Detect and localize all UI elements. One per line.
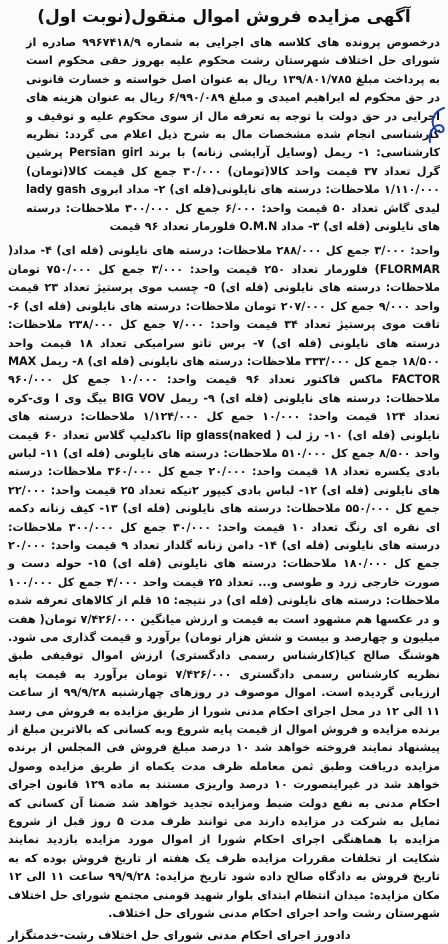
notice-signature: دادورز اجرای احکام مدنی شورای حل اختلاف رشت-خدمتگزار xyxy=(8,927,351,942)
notice-paragraph-intro: درخصوص پرونده های کلاسه های اجرایی به شماره ۹۹۶۷۴۱۸/۹ صادره از شورای حل اختلاف شهرستان رشت محکوم علیه بهروز حقی محکوم است به پرداخت مبلغ ۱۳۹/۸۰۱/۷۸۵ ریال به عنوان اصل خواسته و خسارت قانونی در حق محکوم له ابراهیم امیدی و مبلغ ۶/۹۹۰/۰۸۹ ریال به عنوان هزینه های اجرایی در حق دولت با توجه به تعرفه مال از سوی محکوم علیه و توقیف و کارشناسی انجام شده مشخصات مال به شرح ذیل اعلام می گردد: نظریه کارشناسی: ۱- ریمل (وسایل آرایشی زنانه) با برند Persian girl پرشین گرل تعداد ۳۷ قیمت واحد کالا(تومان) ۳۰/۰۰۰ جمع کل قیمت کالا(تومان) ۱/۱۱۰/۰۰۰ ملاحظات: درسته های نایلونی(فله ای) ۲- مداد ابروی lady gash لیدی گاش تعداد ۵۰ قیمت واحد: ۶/۰۰۰ جمع کل ۳۰۰/۰۰۰ ملاحظات: درسته های نایلونی (فله ای) ۳- مداد O.M.N فلورمار تعداد ۹۶ قیمت xyxy=(26,36,441,234)
notice-title: آگهی مزایده فروش اموال منقول(نوبت اول) xyxy=(37,7,411,27)
handwritten-mark-icon xyxy=(424,102,448,150)
notice-paragraph-items: واحد: ۳/۰۰۰ جمع کل ۲۸۸/۰۰۰ ملاحظات: درسته های نایلونی (فله ای) ۴- مداد( FLORMAR) فلورمار تعداد ۲۵۰ قیمت واحد: ۳/۰۰۰ جمع کل ۷۵۰/۰۰۰ تومان ملاحظات: درسته های نایلونی (فله ای) ۵- چسب موی پرستیژ تعداد ۲۳ قیمت واحد ۹/۰۰۰ جمع کل ۲۰۷/۰۰۰ تومان ملاحظات: درسته های نایلونی (فله ای) ۶- تافت موی پرستیژ تعداد ۳۴ قیمت واحد: ۷/۰۰۰ جمع کل ۲۳۸/۰۰۰ ملاحظات: درسته های نایلونی (فله ای) ۷- برس تاتو سرامیکی تعداد ۱۸ قیمت واحد ۱۸/۵۰۰ جمع کل ۳۳۳/۰۰۰ ملاحظات: درسته های نایلونی (فله ای) ۸- ریمل MAX FACTOR ماکس فاکتور تعداد ۹۶ قیمت واحد: ۱۰/۰۰۰ جمع کل ۹۶۰/۰۰۰ ملاحظات: درسته های نایلونی (فله ای) ۹- ریمل BIG VOV بیگ وی ا وی-کره تعداد ۱۲۴ قیمت واحد: ۱۰/۰۰۰ جمع کل ۱/۱۲۴/۰۰۰ ملاحظات: درسته های نایلونی (فله ای) ۱۰- رژ لب lip glass(naked ) ناکدلیپ گلاس تعداد ۶۰ قیمت واحد ۸/۵۰۰ جمع کل ۵۱۰/۰۰۰ ملاحظات: درسته های نایلونی (فله ای) ۱۱- لباس بادی یکسره تعداد ۱۸ قیمت واحد: ۲۰/۰۰۰ جمع کل ۳۶۰/۰۰۰ ملاحظات: درسته های نایلونی (فله ای) ۱۲- لباس بادی کیپور ۲تیکه تعداد ۲۵ قیمت واحد: ۲۲/۰۰۰ جمع کل ۵۵۰/۰۰۰ ملاحظات: درسته های نایلونی (فله ای) ۱۳- کیف زنانه دکمه ای نقره ای رنگ تعداد ۱۰ قیمت واحد: ۳۰/۰۰۰ جمع کل ۳۰۰/۰۰۰ ملاحظات: درسته های نایلونی (فله ای) ۱۴- دامن زنانه گلدار تعداد ۹ قیمت واحد: ۲۰/۰۰۰ جمع کل ۱۸۰/۰۰۰ ملاحظات: درسته های نایلونی (فله ای) ۱۵- حوله دست و صورت خارجی زرد و طوسی و... تعداد ۲۵ قیمت واحد ۴/۰۰۰ جمع کل ۱۰۰/۰۰۰ ملاحظات: درسته های نایلونی (فله ای) در نتیجه: ۱۵ قلم از کالاهای تعرفه شده و در عکسها هم مشهود است به قیمت و ارزش میانگین ۷/۴۲۶/۰۰۰ تومان( هفت میلیون و چهارصد و بیست و شش هزار تومان) برآورد و قیمت گذاری می شود. هوشنگ صالح کیا(کارشناس رسمی دادگستری) ارزش اموال توقیفی طبق نظریه کارشناس رسمی دادگستری ۷/۴۲۶/۰۰۰ تومان برآورد به قیمت پایه ارزیابی گردیده است. اموال موصوف در روزهای چهارشنبه ۹۹/۹/۲۸ از ساعت ۱۱ الی ۱۲ در محل اجرای احکام مدنی شورا از طریق مزایده به فروش می رسد برنده مزایده و فروش اموال از قیمت پایه شروع وبه کسانی که بالاترین مبلغ از پیشنهاد نمایند فروخته خواهد شد ۱۰ درصد مبلغ فروش فی المجلس از برنده مزایده دریافت وطبق ثمن معامله ظرف مدت یکماه از طریق مزایده وصول خواهد شد در غیراینصورت ۱۰ درصد واریزی مستند به ماده ۱۲۹ قانون اجرای احکام مدنی به نفع دولت ضبط ومزایده تجدید خواهد شد ضمنا آن کسانی که تمایل به شرکت در مزایده دارند می توانند ظرف مدت ۵ روز قبل از شروع مزایده با هماهنگی اجرای احکام شورا از اموال مورد مزایده بازدید نمایند شکایت از تخلفات مقررات مزایده ظرف یک هفته از تاریخ فروش بوده که به تاریخ فروش به دادگاه صالح داده شود تاریخ مزایده: ۹۹/۹/۲۸ ساعت ۱۱ الی ۱۲ مکان مزایده: میدان انتظام ابتدای بلوار شهید قومنی مجتمع شورای حل اختلاف شهرستان رشت واحد اجرای احکام مدنی شورای حل اختلاف. xyxy=(8,244,441,921)
